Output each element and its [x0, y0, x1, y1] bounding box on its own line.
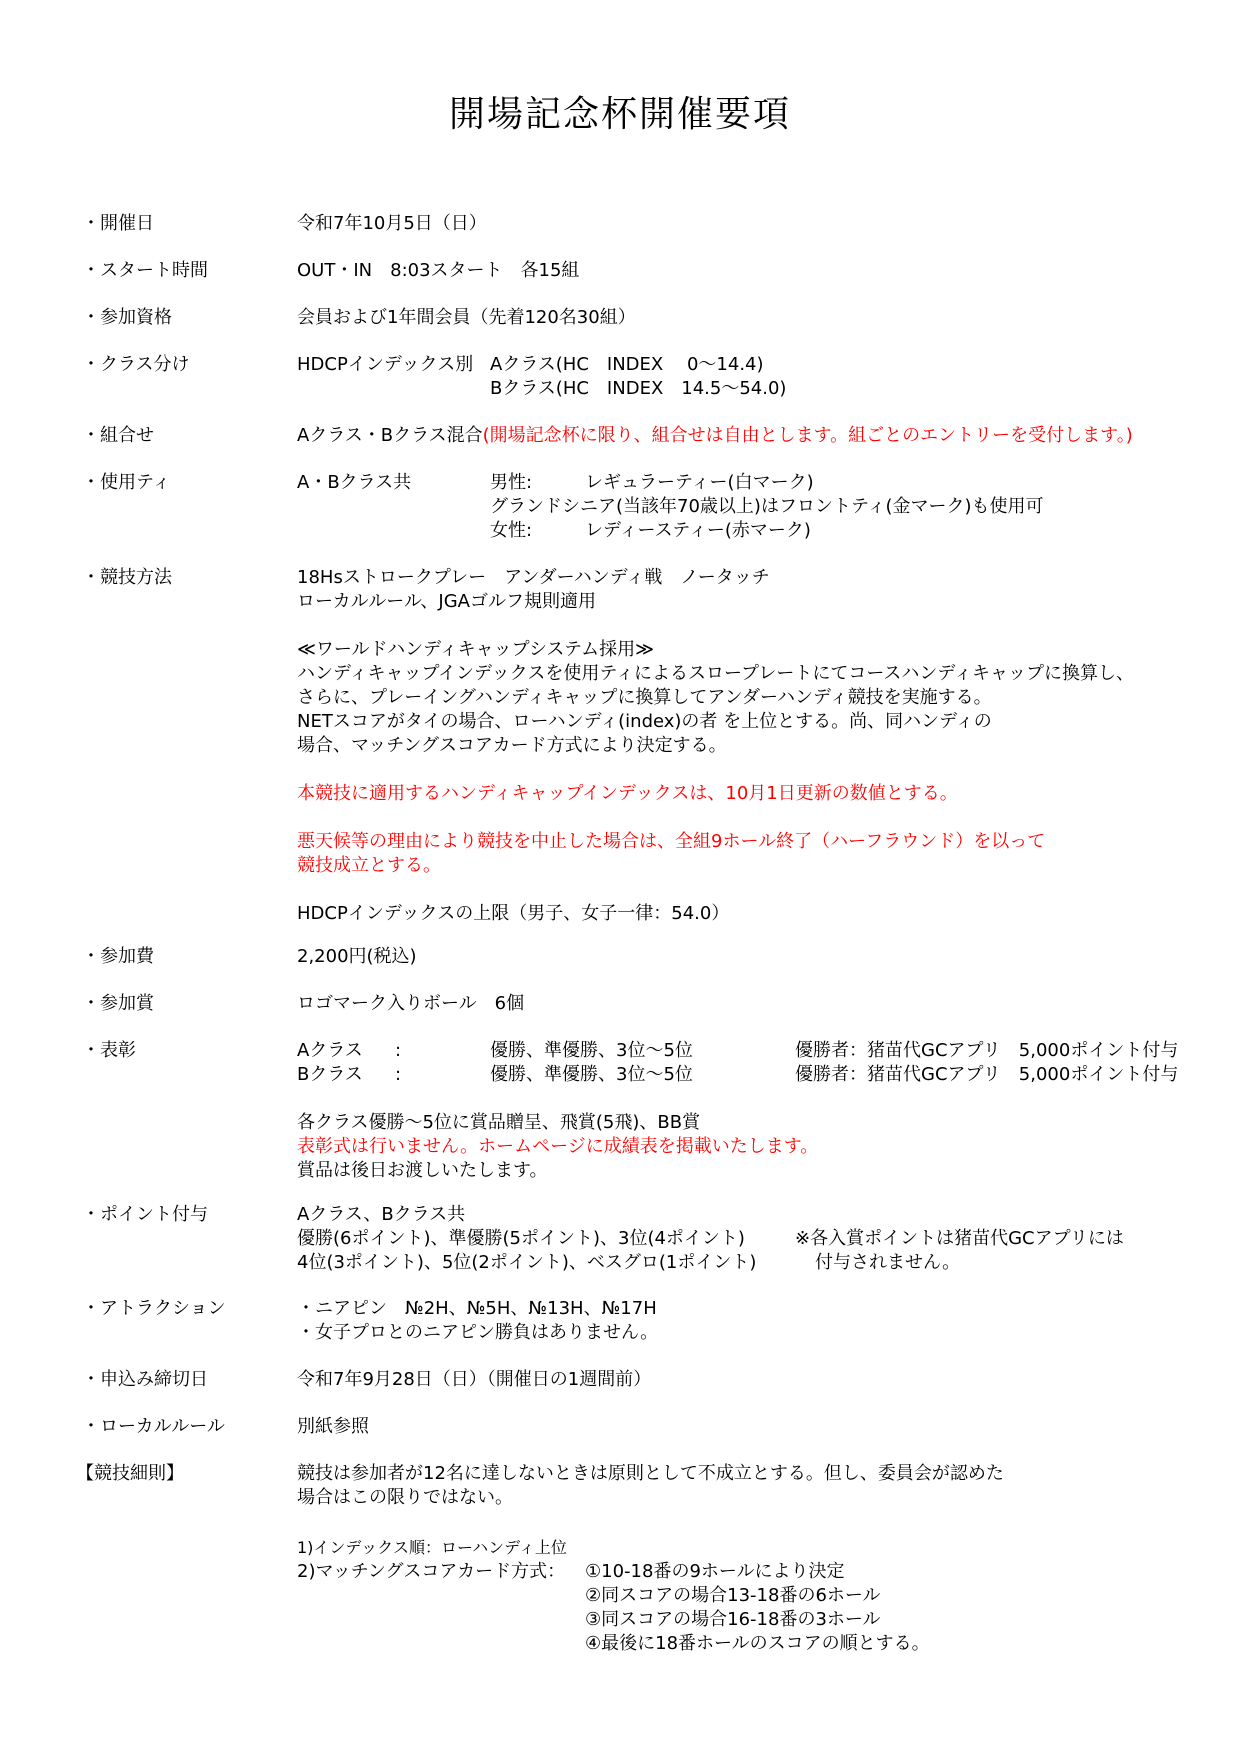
whs-heading: ≪ワールドハンディキャップシステム採用≫	[297, 639, 655, 660]
classes-label: ・クラス分け	[82, 354, 190, 375]
start-label: ・スタート時間	[82, 260, 208, 281]
method-line1: 18Hsストロークプレー アンダーハンディ戦 ノータッチ	[297, 567, 770, 588]
gift-value: ロゴマーク入りボール 6個	[297, 993, 525, 1014]
gift-label: ・参加賞	[82, 993, 154, 1014]
details-rule2: 2)マッチングスコアカード方式：	[297, 1561, 566, 1582]
tee-women-label: 女性:	[490, 520, 533, 541]
awards-note1: 各クラス優勝～5位に賞品贈呈、飛賞(5飛)、BB賞	[297, 1112, 701, 1133]
eligibility-value: 会員および1年間会員（先着120名30組）	[297, 307, 636, 328]
awards-label: ・表彰	[82, 1040, 136, 1061]
local-rule-label: ・ローカルルール	[82, 1416, 225, 1437]
pairing-label: ・組合せ	[82, 425, 154, 446]
start-value: OUT・IN 8:03スタート 各15組	[297, 260, 580, 281]
deadline-label: ・申込み締切日	[82, 1369, 208, 1390]
fee-label: ・参加費	[82, 946, 154, 967]
awards-b-winner: 優勝者：猪苗代GCアプリ 5,000ポイント付与	[795, 1064, 1179, 1085]
whs-line5: 場合、マッチングスコアカード方式により決定する。	[297, 735, 727, 756]
pairing-note: (開場記念杯に限り、組合せは自由とします。組ごとのエントリーを受付します。)	[482, 425, 1133, 446]
tee-senior: グランドシニア(当該年70歳以上)はフロントティ(金マーク)も使用可	[490, 496, 1044, 517]
details-line2: 場合はこの限りではない。	[297, 1487, 513, 1508]
weather-note-line1: 悪天候等の理由により競技を中止した場合は、全組9ホール終了（ハーフラウンド）を以って	[297, 831, 1046, 852]
attraction-label: ・アトラクション	[82, 1298, 226, 1319]
class-a-range: Aクラス(HC INDEX 0～14.4)	[490, 354, 764, 375]
local-rule-value: 別紙参照	[297, 1416, 369, 1437]
tee-women-value: レディースティー(赤マーク)	[585, 520, 811, 541]
awards-b-class: Bクラス	[297, 1064, 363, 1085]
deadline-value: 令和7年9月28日（日）（開催日の1週間前）	[297, 1369, 652, 1390]
pairing-text: Aクラス・Bクラス混合	[297, 425, 483, 446]
details-rule1: 1)インデックス順：ローハンディ上位	[297, 1538, 567, 1557]
awards-a-colon: :	[395, 1040, 402, 1061]
weather-note-line2: 競技成立とする。	[297, 855, 441, 876]
details-line1: 競技は参加者が12名に達しないときは原則として不成立とする。但し、委員会が認めた	[297, 1463, 1004, 1484]
method-line2: ローカルルール、JGAゴルフ規則適用	[297, 591, 596, 612]
hdcp-cap: HDCPインデックスの上限（男子、女子一律：54.0）	[297, 903, 730, 924]
date-label: ・開催日	[82, 213, 154, 234]
awards-a-winner: 優勝者：猪苗代GCアプリ 5,000ポイント付与	[795, 1040, 1179, 1061]
points-line3: 4位(3ポイント)、5位(2ポイント)、ベスグロ(1ポイント)	[297, 1252, 757, 1273]
awards-note3: 賞品は後日お渡しいたします。	[297, 1160, 548, 1181]
awards-a-ranks: 優勝、準優勝、3位～5位	[490, 1040, 693, 1061]
points-note1: ※各入賞ポイントは猪苗代GCアプリには	[795, 1228, 1124, 1249]
attraction-line2: ・女子プロとのニアピン勝負はありません。	[297, 1322, 659, 1343]
eligibility-label: ・参加資格	[82, 307, 172, 328]
classes-intro: HDCPインデックス別	[297, 354, 474, 375]
whs-line2: ハンディキャップインデックスを使用ティによるスロープレートにてコースハンディキャップに換算し、	[297, 663, 1134, 684]
points-note2: 付与されません。	[815, 1252, 961, 1273]
date-value: 令和7年10月5日（日）	[297, 213, 487, 234]
details-sub4: ④最後に18番ホールのスコアの順とする。	[585, 1633, 930, 1654]
page-title: 開場記念杯開催要項	[448, 94, 791, 135]
method-label: ・競技方法	[82, 567, 172, 588]
attraction-line1: ・ニアピン №2H、№5H、№13H、№17H	[297, 1298, 657, 1319]
class-b-range: Bクラス(HC INDEX 14.5～54.0)	[490, 378, 787, 399]
pairing-value	[297, 424, 1133, 448]
details-sub1: ①10-18番の9ホールにより決定	[585, 1561, 845, 1582]
tee-men-label: 男性:	[490, 472, 533, 493]
awards-note2: 表彰式は行いません。ホームページに成績表を掲載いたします。	[297, 1136, 819, 1157]
index-update-note: 本競技に適用するハンディキャップインデックスは、10月1日更新の数値とする。	[297, 783, 958, 804]
details-sub3: ③同スコアの場合16-18番の3ホール	[585, 1609, 881, 1630]
details-sub2: ②同スコアの場合13-18番の6ホール	[585, 1585, 881, 1606]
whs-line3: さらに、プレーイングハンディキャップに換算してアンダーハンディ競技を実施する。	[297, 687, 992, 708]
awards-b-ranks: 優勝、準優勝、3位～5位	[490, 1064, 693, 1085]
tee-classes: A・Bクラス共	[297, 472, 412, 493]
points-label: ・ポイント付与	[82, 1204, 208, 1225]
tee-label: ・使用ティ	[82, 472, 171, 493]
awards-a-class: Aクラス	[297, 1040, 363, 1061]
points-line1: Aクラス、Bクラス共	[297, 1204, 466, 1225]
details-label: 【競技細則】	[76, 1463, 184, 1484]
fee-value: 2,200円(税込)	[297, 946, 417, 967]
method-body	[297, 566, 1134, 926]
tee-men-value: レギュラーティー(白マーク)	[585, 472, 814, 493]
whs-line4: NETスコアがタイの場合、ローハンディ(index)の者 を上位とする。尚、同ハンディの	[297, 711, 992, 732]
awards-b-colon: :	[395, 1064, 402, 1085]
points-line2: 優勝(6ポイント)、準優勝(5ポイント)、3位(4ポイント)	[297, 1228, 745, 1249]
